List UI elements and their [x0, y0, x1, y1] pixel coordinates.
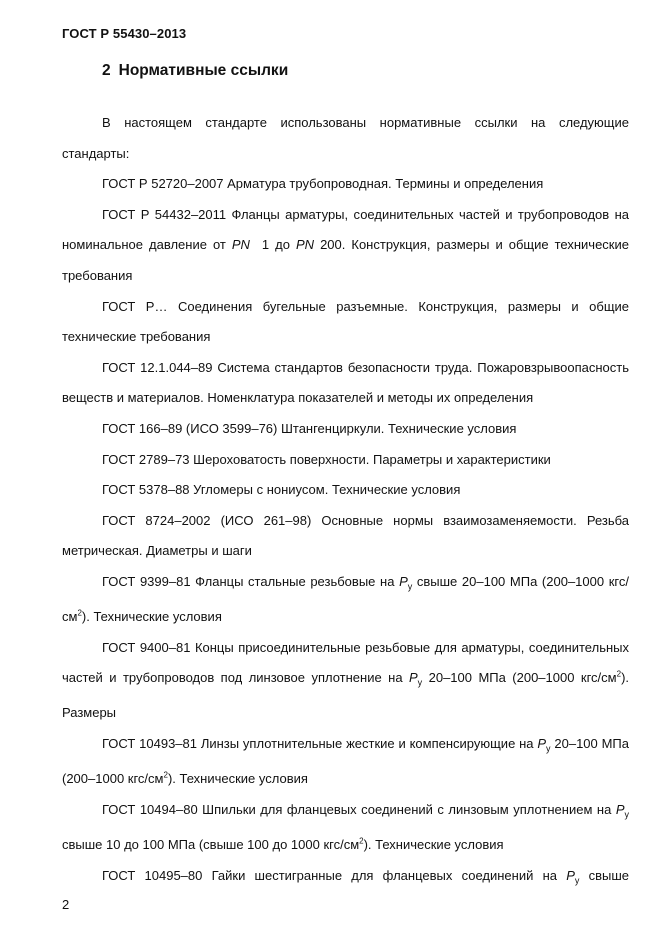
reference-item: ГОСТ 8724–2002 (ИСО 261–98) Основные нормы взаимозаменяемости. Резьба метрическая. Диаметры и шаги [62, 512, 629, 559]
reference-item: ГОСТ 10494–80 Шпильки для фланцевых соединений с линзовым уплотнением на $P_у$ свыше 10 до 100 МПа (свыше 100 до 1000 кгс/$см^2$). Технические условия [62, 801, 629, 853]
reference-item: ГОСТ Р 52720–2007 Арматура трубопроводная. Термины и определения [102, 176, 544, 192]
reference-item: ГОСТ 2789–73 Шероховатость поверхности. Параметры и характеристики [102, 451, 551, 467]
section-number: 2 [102, 62, 111, 79]
reference-item: ГОСТ 166–89 (ИСО 3599–76) Штангенциркули. Технические условия [102, 420, 517, 436]
document-body [62, 108, 629, 896]
page-number: 2 [62, 897, 70, 912]
reference-item: ГОСТ 12.1.044–89 Система стандартов безопасности труда. Пожаровзрывоопасность веществ и материалов. Номенклатура показателей и методы их определения [62, 359, 629, 406]
intro-paragraph: В настоящем стандарте использованы нормативные ссылки на следующие стандарты: [62, 115, 629, 161]
reference-item: ГОСТ 10493–81 Линзы уплотнительные жесткие и компенсирующие на $P_у$ 20–100 МПа (200–1000 кгс/$см^2$). Технические условия [62, 736, 629, 787]
reference-item: ГОСТ 5378–88 Угломеры с нониусом. Технические условия [102, 482, 461, 498]
section-heading [102, 62, 288, 80]
reference-item: ГОСТ 9400–81 Концы присоединительные резьбовые для арматуры, соединительных частей и трубопроводов под линзовое уплотнение на $P_у$ 20–100 МПа (200–1000 кгс/$см^2$). Размеры [62, 639, 630, 721]
document-header: ГОСТ Р 55430–2013 [62, 26, 187, 41]
reference-item: ГОСТ 9399–81 Фланцы стальные резьбовые на $P_у$ свыше 20–100 МПа (200–1000 кгс/$см^2$). Технические условия [62, 573, 629, 625]
reference-item: ГОСТ Р 54432–2011 Фланцы арматуры, соединительных частей и трубопроводов на номинальное давление от PN 1 до PN 200. Конструкция, размеры и общие технические требования [62, 206, 629, 283]
section-title-text: Нормативные ссылки [118, 62, 289, 79]
reference-item: ГОСТ 10495–80 Гайки шестигранные для фланцевых соединений на $P_у$ свыше [102, 867, 629, 886]
reference-item: ГОСТ Р… Соединения бугельные разъемные. Конструкция, размеры и общие технические требования [62, 298, 629, 345]
